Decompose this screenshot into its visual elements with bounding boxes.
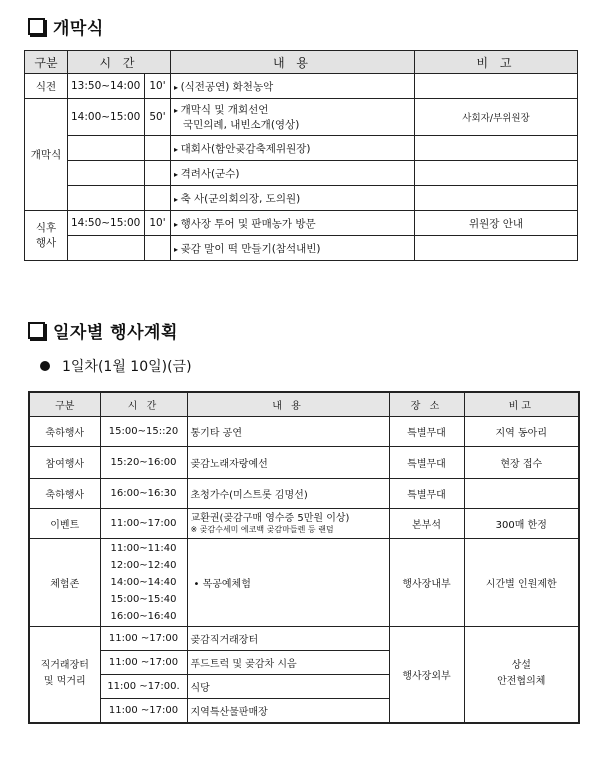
place-cell: 특별무대	[389, 447, 464, 479]
header-cell: 장 소	[389, 392, 464, 417]
table-header-row	[25, 51, 578, 74]
section-title: 일자별 행사계획	[53, 323, 178, 343]
header-cell: 구분	[25, 51, 68, 74]
content-line: 교환권(곶감구매 영수증 5만원 이상)	[190, 513, 350, 524]
category-cell: 이벤트	[29, 509, 100, 539]
duration-cell	[145, 186, 171, 211]
place-cell: 행사장외부	[389, 627, 464, 723]
table-row	[29, 447, 579, 479]
time-slot: 14:00~14:40	[110, 577, 177, 588]
place-cell: 특별무대	[389, 479, 464, 509]
time-cell: 14:00~15:00	[68, 99, 145, 136]
time-cell: 11:00 ~17:00	[100, 651, 187, 675]
note-cell	[415, 186, 578, 211]
category-cell: 축하행사	[29, 417, 100, 447]
content-cell	[187, 509, 389, 539]
note-line: 안전협의체	[497, 676, 546, 688]
content-cell: ▸ 행사장 투어 및 판매농가 방문	[171, 211, 415, 236]
group-cell: 개막식	[25, 99, 68, 211]
group-cell	[25, 211, 68, 261]
table-row	[29, 539, 579, 627]
table-row	[25, 211, 578, 236]
bullet-icon	[40, 361, 50, 371]
content-line: 국민의례, 내빈소개(영상)	[183, 118, 300, 131]
content-cell: ▸ 대회사(함안곶감축제위원장)	[171, 136, 415, 161]
table-row	[29, 417, 579, 447]
time-cell: 14:50~15:00	[68, 211, 145, 236]
time-slot: 16:00~16:40	[110, 611, 177, 622]
duration-cell: 50'	[145, 99, 171, 136]
note-line: 상설	[511, 660, 531, 672]
time-cell	[68, 236, 145, 261]
table-row	[25, 99, 578, 136]
place-cell: 행사장내부	[389, 539, 464, 627]
duration-cell: 10'	[145, 74, 171, 99]
note-cell	[415, 136, 578, 161]
header-cell: 구분	[29, 392, 100, 417]
bullet-icon: •	[193, 579, 203, 590]
content-cell: 지역특산물판매장	[187, 699, 389, 723]
note-cell: 위원장 안내	[415, 211, 578, 236]
duration-cell	[145, 161, 171, 186]
note-cell	[415, 161, 578, 186]
category-cell: 축하행사	[29, 479, 100, 509]
content-cell: 푸드트럭 및 곶감차 시음	[187, 651, 389, 675]
time-slot: 12:00~12:40	[110, 560, 177, 571]
time-cell	[68, 136, 145, 161]
table-header-row	[29, 392, 579, 417]
table-row	[29, 509, 579, 539]
table-row	[25, 186, 578, 211]
table-row	[29, 627, 579, 651]
note-cell: 300매 한정	[464, 509, 579, 539]
time-cell: 11:00 ~17:00	[100, 699, 187, 723]
category-cell	[29, 627, 100, 723]
content-cell: 식당	[187, 675, 389, 699]
time-cell	[68, 186, 145, 211]
time-cell: 11:00 ~17:00.	[100, 675, 187, 699]
time-slot: 11:00~11:40	[110, 543, 177, 554]
note-cell: 사회자/부위원장	[415, 99, 578, 136]
group-cell: 식전	[25, 74, 68, 99]
section-heading-daily-plan	[28, 318, 178, 343]
daily-plan-table	[28, 391, 580, 724]
time-cell: 11:00~17:00	[100, 509, 187, 539]
table-row	[25, 161, 578, 186]
content-cell: ▸ 격려사(군수)	[171, 161, 415, 186]
group-line: 식후	[35, 221, 57, 234]
time-slots-cell	[100, 539, 187, 627]
table-row	[25, 136, 578, 161]
note-cell	[415, 236, 578, 261]
content-cell	[171, 99, 415, 136]
time-cell: 15:00~15::20	[100, 417, 187, 447]
content-cell: ▸ (식전공연) 화천농악	[171, 74, 415, 99]
duration-cell	[145, 136, 171, 161]
content-cell: ▸ 곶감 말이 떡 만들기(참석내빈)	[171, 236, 415, 261]
time-cell: 15:20~16:00	[100, 447, 187, 479]
content-text: 목공예체험	[202, 579, 251, 590]
time-slot: 15:00~15:40	[110, 594, 177, 605]
content-footnote: ※ 곶감수세미 에코백 곶감마들렌 등 랜덤	[190, 525, 334, 534]
checkbox-square-icon	[28, 322, 45, 339]
duration-cell: 10'	[145, 211, 171, 236]
opening-schedule-table	[24, 50, 578, 261]
content-cell: 통기타 공연	[187, 417, 389, 447]
header-cell: 비고	[464, 392, 579, 417]
time-cell: 11:00 ~17:00	[100, 627, 187, 651]
category-cell: 참여행사	[29, 447, 100, 479]
content-cell: ▸ 축 사(군의회의장, 도의원)	[171, 186, 415, 211]
table-row	[25, 74, 578, 99]
header-cell: 비 고	[415, 51, 578, 74]
time-cell: 13:50~14:00	[68, 74, 145, 99]
note-cell: 지역 동아리	[464, 417, 579, 447]
time-cell: 16:00~16:30	[100, 479, 187, 509]
category-line: 및 먹거리	[43, 676, 86, 688]
note-cell: 현장 접수	[464, 447, 579, 479]
checkbox-square-icon	[28, 18, 45, 35]
note-cell	[415, 74, 578, 99]
note-cell: 시간별 인원제한	[464, 539, 579, 627]
section-heading-opening	[28, 14, 104, 39]
group-line: 행사	[35, 236, 57, 249]
content-line: ▸ 개막식 및 개회선언	[174, 103, 411, 118]
duration-cell	[145, 236, 171, 261]
header-cell: 시 간	[100, 392, 187, 417]
note-cell	[464, 479, 579, 509]
content-cell: 곶감직거래장터	[187, 627, 389, 651]
time-cell	[68, 161, 145, 186]
day-label-text: 1일차(1월 10일)(금)	[62, 359, 192, 375]
content-cell: 곶감노래자랑예선	[187, 447, 389, 479]
place-cell: 본부석	[389, 509, 464, 539]
day-label	[40, 356, 192, 376]
header-cell: 내 용	[171, 51, 415, 74]
note-cell	[464, 627, 579, 723]
content-cell: 초청가수(미스트롯 김명선)	[187, 479, 389, 509]
place-cell: 특별무대	[389, 417, 464, 447]
table-row	[25, 236, 578, 261]
table-row	[29, 479, 579, 509]
category-cell: 체험존	[29, 539, 100, 627]
section-title: 개막식	[53, 19, 104, 39]
header-cell: 내 용	[187, 392, 389, 417]
category-line: 직거래장터	[40, 660, 89, 672]
header-cell: 시 간	[68, 51, 171, 74]
content-cell	[187, 539, 389, 627]
